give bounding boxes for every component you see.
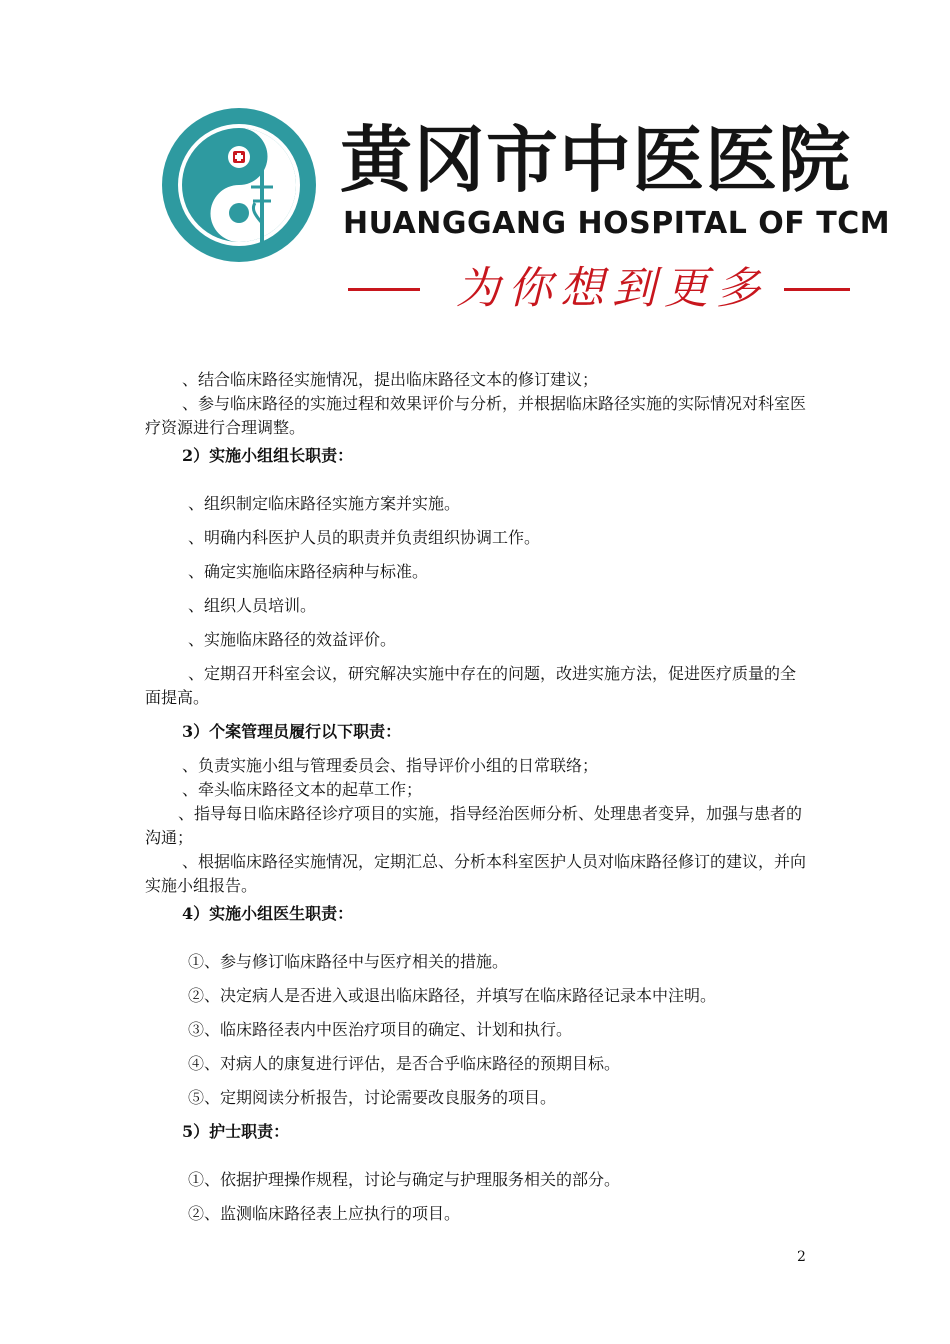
- list-item: ②、决定病人是否进入或退出临床路径，并填写在临床路径记录本中注明。: [188, 986, 717, 1005]
- list-item: ①、参与修订临床路径中与医疗相关的措施。: [188, 952, 509, 971]
- section-heading: 4）实施小组医生职责：: [182, 904, 354, 923]
- hospital-seal-logo: [159, 105, 319, 265]
- slogan-dash-left: [348, 288, 420, 291]
- list-item: 、牵头临床路径文本的起草工作；: [182, 780, 423, 799]
- section-heading: 2）实施小组组长职责：: [182, 446, 354, 465]
- slogan: [342, 262, 856, 316]
- hospital-name-cn: 黄冈市中医医院: [340, 118, 852, 202]
- slogan-text: 为你想到更多: [456, 263, 768, 314]
- list-item: 、组织人员培训。: [188, 596, 317, 615]
- list-item: 、根据临床路径实施情况，定期汇总、分析本科室医护人员对临床路径修订的建议，并向实施小组报告。: [145, 852, 807, 895]
- page-number: 2: [797, 1249, 806, 1265]
- list-item: ①、依据护理操作规程，讨论与确定与护理服务相关的部分。: [188, 1170, 621, 1189]
- list-item: 、指导每日临床路径诊疗项目的实施，指导经治医师分析、处理患者变异，加强与患者的沟通；: [145, 804, 803, 847]
- paragraph: 、参与临床路径的实施过程和效果评价与分析，并根据临床路径实施的实际情况对科室医疗资源进行合理调整。: [145, 394, 807, 437]
- list-item: ④、对病人的康复进行评估，是否合乎临床路径的预期目标。: [188, 1054, 621, 1073]
- section-heading: 3）个案管理员履行以下职责：: [182, 722, 402, 741]
- document-body: [145, 368, 811, 1226]
- list-item: 、实施临床路径的效益评价。: [188, 630, 397, 649]
- list-item: 、定期召开科室会议，研究解决实施中存在的问题，改进实施方法，促进医疗质量的全面提高。: [145, 664, 797, 707]
- list-item: 、明确内科医护人员的职责并负责组织协调工作。: [188, 528, 541, 547]
- section-heading: 5）护士职责：: [182, 1122, 290, 1141]
- list-item: ⑤、定期阅读分析报告，讨论需要改良服务的项目。: [188, 1088, 557, 1107]
- list-item: 、确定实施临床路径病种与标准。: [188, 562, 429, 581]
- list-item: ②、监测临床路径表上应执行的项目。: [188, 1204, 461, 1223]
- hospital-name-en: HUANGGANG HOSPITAL OF TCM: [343, 206, 891, 241]
- list-item: ③、临床路径表内中医治疗项目的确定、计划和执行。: [188, 1020, 573, 1039]
- list-item: 、负责实施小组与管理委员会、指导评价小组的日常联络；: [182, 756, 599, 775]
- slogan-dash-right: [784, 288, 850, 291]
- list-item: 、组织制定临床路径实施方案并实施。: [188, 494, 461, 513]
- paragraph: 、结合临床路径实施情况，提出临床路径文本的修订建议；: [182, 370, 599, 389]
